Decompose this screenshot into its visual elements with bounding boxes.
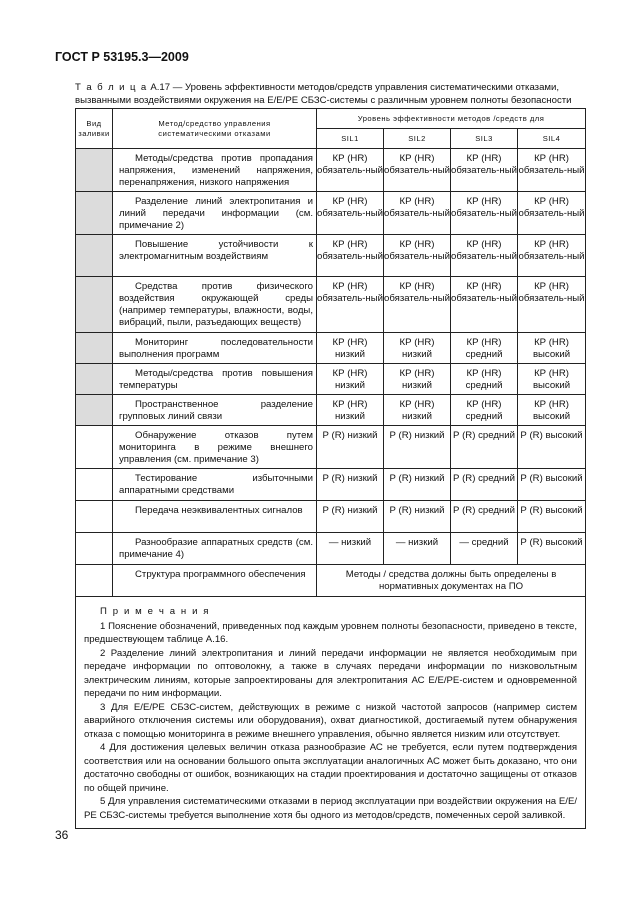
method-text: Повышение устойчивости к электромагнитным воздействиям: [119, 239, 313, 262]
note-item: 2 Разделение линий электропитания и линий передачи информации не является необходимым при передаче информации по оптоволокну, а также в случаях передачи информации по низковольтным электрическим линиям, которые запроектированы для электропитания АС Е/Е/РЕ-систем и одновременной передачи по ним информации.: [84, 647, 578, 699]
col-header-sil3: SIL3: [451, 129, 518, 149]
table-row: [76, 469, 586, 501]
level-cell-sil2: КР (HR) обязатель-ный: [384, 192, 451, 235]
method-text: Разнообразие аппаратных средств (см. примечание 4): [119, 537, 313, 560]
kind-cell: [76, 333, 113, 364]
table-row: [76, 533, 586, 565]
col-header-sil2: SIL2: [384, 129, 451, 149]
table-row: [76, 364, 586, 395]
level-cell-sil2: Р (R) низкий: [384, 501, 451, 533]
level-cell-sil3: КР (HR) обязатель-ный: [451, 149, 518, 192]
level-cell-sil3: — средний: [451, 533, 518, 565]
method-cell: [113, 364, 317, 395]
col-header-method: Метод/средство управления систематическими отказами: [113, 109, 317, 149]
col-header-kind: Вид заливки: [76, 109, 113, 149]
method-text: Пространственное разделение групповых линий связи: [119, 399, 313, 422]
level-cell-sil1: КР (HR) обязатель-ный: [317, 149, 384, 192]
notes-cell: [76, 597, 586, 829]
table-row: [76, 395, 586, 426]
level-cell-sil4: Р (R) высокий: [518, 426, 586, 469]
level-cell-sil4: Р (R) высокий: [518, 469, 586, 501]
level-cell-sil2: Р (R) низкий: [384, 469, 451, 501]
table-row: [76, 192, 586, 235]
level-cell-sil2: — низкий: [384, 533, 451, 565]
table-row: [76, 565, 586, 597]
note-item: 3 Для Е/Е/РЕ СБЗС-систем, действующих в режиме с низкой частотой запросов (например систем аварийного отключения системы или оборудования), охват диагностикой, достигаемый путем обнаружения отказа с помощью мониторинга в режиме внешнего управления, обычно является низким или отсутствует.: [84, 701, 578, 740]
kind-cell: [76, 192, 113, 235]
col-header-sil4: SIL4: [518, 129, 586, 149]
method-cell: [113, 426, 317, 469]
kind-cell: [76, 533, 113, 565]
notes-title: П р и м е ч а н и я: [100, 606, 211, 617]
table-row: [76, 501, 586, 533]
level-cell-sil2: КР (HR) обязатель-ный: [384, 149, 451, 192]
method-text: Методы/средства против повышения температуры: [119, 368, 313, 391]
level-cell-sil3: КР (HR) обязатель-ный: [451, 277, 518, 333]
method-cell: [113, 469, 317, 501]
method-text: Передача неэквивалентных сигналов: [135, 505, 303, 516]
level-cell-sil2: Р (R) низкий: [384, 426, 451, 469]
kind-cell: [76, 565, 113, 597]
kind-cell: [76, 426, 113, 469]
level-cell-sil4: КР (HR) обязатель-ный: [518, 277, 586, 333]
table-row: [76, 333, 586, 364]
level-cell-sil4: КР (HR) обязатель-ный: [518, 192, 586, 235]
level-cell-sil4: КР (HR) высокий: [518, 333, 586, 364]
note-item: 4 Для достижения целевых величин отказа разнообразие АС не требуется, если путем подтверждения соответствия или на основании большого опыта эксплуатации аналогичных АС может быть доказано, что они достаточно свободны от ошибок, возникающих на стадии проектирования и достаточно защищены от отказов по общей причине.: [84, 742, 578, 794]
kind-cell: [76, 364, 113, 395]
caption-prefix: Т а б л и ц а: [75, 82, 148, 93]
level-cell-sil3: Р (R) средний: [451, 469, 518, 501]
level-cell-sil2: КР (HR) низкий: [384, 395, 451, 426]
kind-cell: [76, 469, 113, 501]
level-cell-sil3: КР (HR) обязатель-ный: [451, 235, 518, 277]
method-cell: [113, 149, 317, 192]
level-cell-sil3: КР (HR) средний: [451, 364, 518, 395]
method-cell: [113, 192, 317, 235]
level-cell-sil3: Р (R) средний: [451, 501, 518, 533]
merged-cell: Методы / средства должны быть определены в нормативных документах на ПО: [317, 565, 586, 597]
kind-cell: [76, 395, 113, 426]
page-number: 36: [55, 828, 69, 842]
method-text: Мониторинг последовательности выполнения программ: [119, 337, 313, 360]
table-row: [76, 235, 586, 277]
kind-cell: [76, 149, 113, 192]
method-text: Обнаружение отказов путем мониторинга в режиме внешнего управления (см. примечание 3): [119, 430, 313, 465]
method-text: Методы/средства против пропадания напряжения, изменений напряжения, перенапряжения, низкого напряжения: [119, 153, 313, 188]
method-text: Разделение линий электропитания и линий передачи информации (см. примечание 2): [119, 196, 313, 231]
level-cell-sil3: КР (HR) обязатель-ный: [451, 192, 518, 235]
level-cell-sil1: КР (HR) обязатель-ный: [317, 192, 384, 235]
method-cell: [113, 533, 317, 565]
kind-cell: [76, 277, 113, 333]
level-cell-sil2: КР (HR) обязатель-ный: [384, 277, 451, 333]
level-cell-sil4: КР (HR) обязатель-ный: [518, 235, 586, 277]
method-cell: [113, 277, 317, 333]
level-cell-sil3: КР (HR) средний: [451, 333, 518, 364]
table-caption: [75, 81, 585, 107]
level-cell-sil1: — низкий: [317, 533, 384, 565]
level-cell-sil2: КР (HR) низкий: [384, 333, 451, 364]
level-cell-sil4: КР (HR) обязатель-ный: [518, 149, 586, 192]
caption-text: А.17 — Уровень эффективности методов/средств управления систематическими отказами, вызванными воздействиями окружения на Е/Е/РЕ СБЗС-системы с различным уровнем полноты безопасности: [75, 82, 572, 106]
level-cell-sil3: КР (HR) средний: [451, 395, 518, 426]
document-header: ГОСТ Р 53195.3—2009: [55, 50, 189, 64]
method-text: Тестирование избыточными аппаратными средствами: [119, 473, 313, 496]
level-cell-sil4: КР (HR) высокий: [518, 395, 586, 426]
level-cell-sil1: Р (R) низкий: [317, 501, 384, 533]
kind-cell: [76, 501, 113, 533]
note-item: 1 Пояснение обозначений, приведенных под каждым уровнем полноты безопасности, приведено в тексте, предшествующем таблице А.16.: [84, 620, 578, 645]
level-cell-sil1: КР (HR) низкий: [317, 395, 384, 426]
level-cell-sil4: Р (R) высокий: [518, 501, 586, 533]
table-row: [76, 149, 586, 192]
level-cell-sil1: Р (R) низкий: [317, 426, 384, 469]
level-cell-sil1: КР (HR) обязатель-ный: [317, 277, 384, 333]
method-cell: [113, 235, 317, 277]
level-cell-sil4: Р (R) высокий: [518, 533, 586, 565]
kind-cell: [76, 235, 113, 277]
notes-row: [76, 597, 586, 829]
method-text: Средства против физического воздействия окружающей среды (например температуры, влажности, воды, вибраций, пыли, разъедающих веществ): [119, 281, 313, 328]
level-cell-sil2: КР (HR) низкий: [384, 364, 451, 395]
level-cell-sil1: КР (HR) низкий: [317, 364, 384, 395]
method-cell: [113, 565, 317, 597]
level-cell-sil1: Р (R) низкий: [317, 469, 384, 501]
level-cell-sil1: КР (HR) низкий: [317, 333, 384, 364]
col-header-sil1: SIL1: [317, 129, 384, 149]
method-cell: [113, 501, 317, 533]
table-row: [76, 277, 586, 333]
method-text: Структура программного обеспечения: [135, 569, 306, 580]
level-cell-sil3: Р (R) средний: [451, 426, 518, 469]
level-cell-sil4: КР (HR) высокий: [518, 364, 586, 395]
method-cell: [113, 333, 317, 364]
method-cell: [113, 395, 317, 426]
level-cell-sil2: КР (HR) обязатель-ный: [384, 235, 451, 277]
level-cell-sil1: КР (HR) обязатель-ный: [317, 235, 384, 277]
col-header-levels: Уровень эффективности методов /средств для: [317, 109, 586, 129]
efficiency-table: [75, 108, 586, 829]
note-item: 5 Для управления систематическими отказами в период эксплуатации при воздействии окружения на Е/Е/РЕ СБЗС-системы требуется выполнение хотя бы одного из методов/средств, помеченных серой заливкой.: [84, 796, 578, 821]
table-row: [76, 426, 586, 469]
